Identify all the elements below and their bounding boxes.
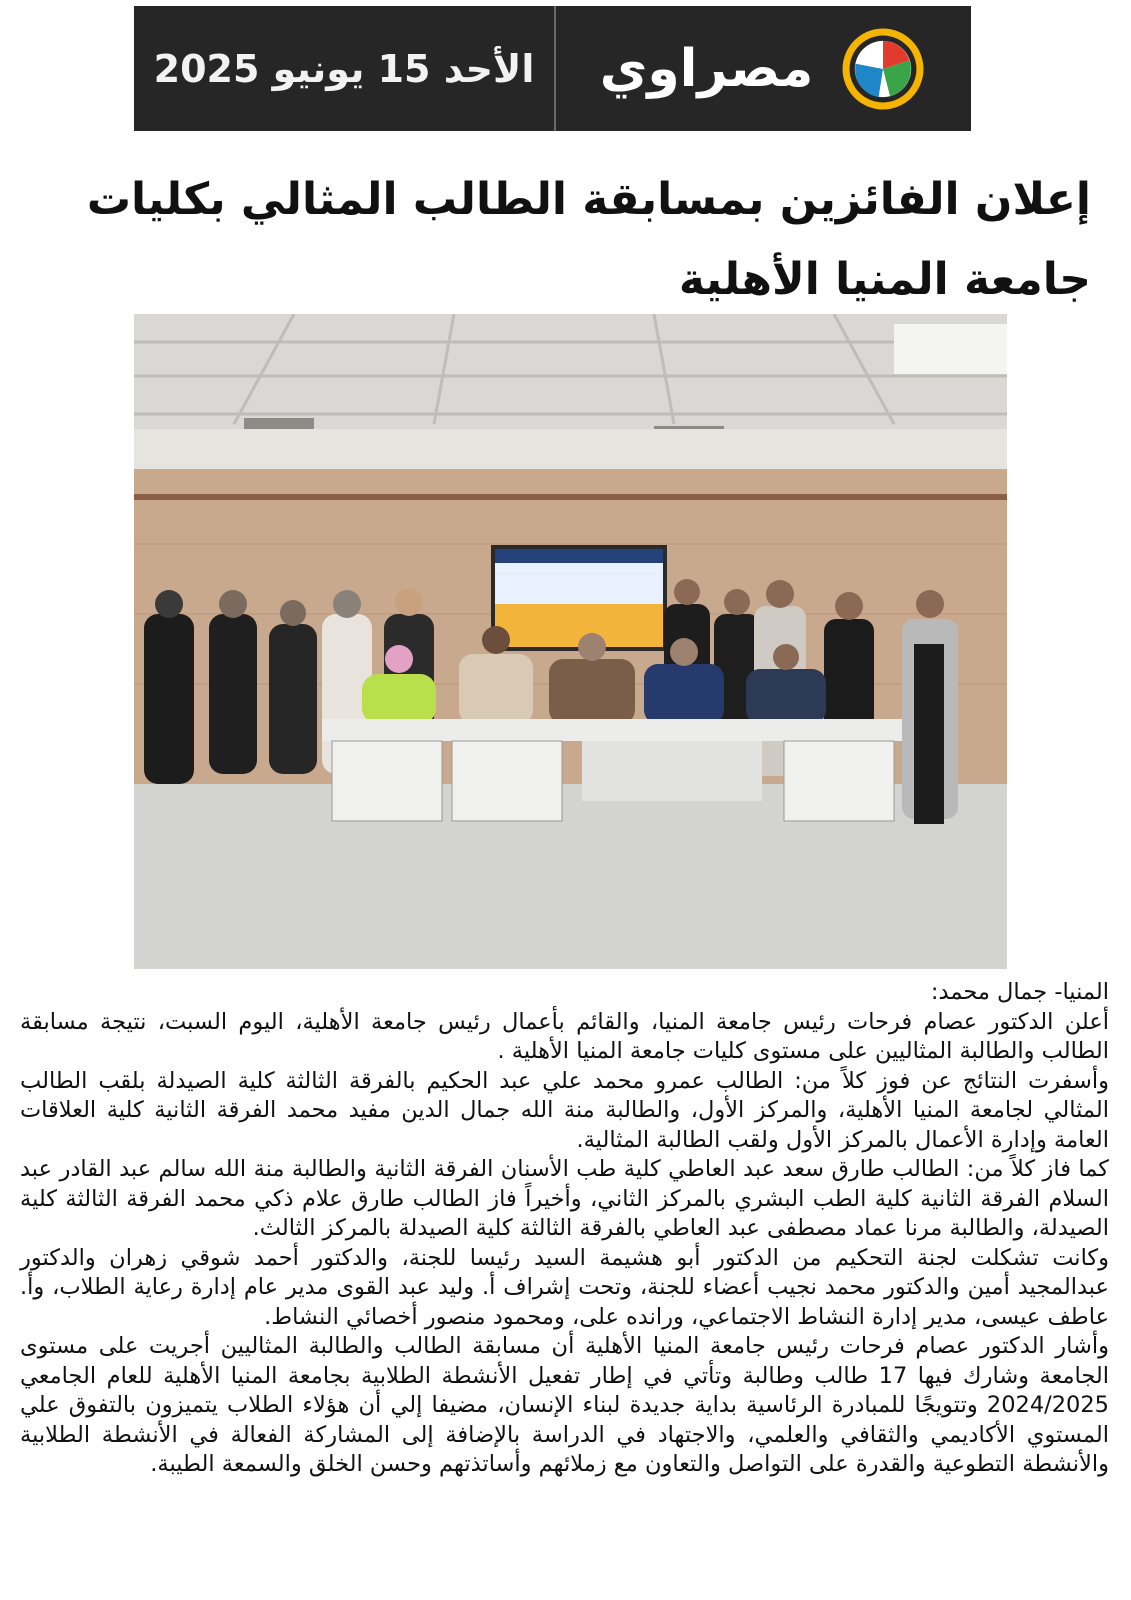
brand — [556, 6, 971, 131]
article-paragraph: وأشار الدكتور عصام فرحات رئيس جامعة المنيا الأهلية أن مسابقة الطالب والطالبة المثاليين أجريت على مستوى الجامعة وشارك فيها 17 طالب وطالبة وتأتي في إطار تفعيل الأنشطة الطلابية بجامعة المنيا الأهلية للعام الجامعي 2024/2025 وتتويجًا للمبادرة الرئاسية بداية جديدة لبناء الإنسان، مضيفا إلي أن هؤلاء الطلاب يتميزون بالتفوق علي المستوي الأكاديمي والثقافي والعلمي، والاجتهاد في الدراسة بالإضافة إلى المشاركة الفعالة في الأنشطة الطلابية والأنشطة التطوعية والقدرة على التواصل والتعاون مع زملائهم وأساتذتهم وحسن الخلق والسمعة الطيبة. — [20, 1333, 1109, 1477]
article-headline: إعلان الفائزين بمسابقة الطالب المثالي بكليات جامعة المنيا الأهلية — [86, 174, 1091, 305]
article-byline: المنيا- جمال محمد: — [930, 979, 1109, 1005]
brand-name: مصراوي — [599, 38, 814, 99]
masrawy-logo-icon — [839, 25, 927, 113]
article-paragraph: وكانت تشكلت لجنة التحكيم من الدكتور أبو هشيمة السيد رئيسا للجنة، والدكتور أحمد شوقي زهران والدكتور عبدالمجيد أمين والدكتور محمد نجيب أعضاء للجنة، وتحت إشراف أ. وليد عبد القوى مدير عام إدارة رعاية الطلاب، وأ. عاطف عيسى، مدير إدارة النشاط الاجتماعي، ورانده على، ومحمود منصور أخصائي النشاط. — [20, 1244, 1109, 1330]
publication-date: الأحد 15 يونيو 2025 — [153, 46, 535, 91]
article-paragraph: أعلن الدكتور عصام فرحات رئيس جامعة المنيا، والقائم بأعمال رئيس جامعة الأهلية، اليوم السبت، نتيجة مسابقة الطالب والطالبة المثاليين على مستوى كليات جامعة المنيا الأهلية . — [20, 1008, 1109, 1064]
group-photo-scene — [134, 314, 1007, 969]
article-paragraph: وأسفرت النتائج عن فوز كلاً من: الطالب عمرو محمد علي عبد الحكيم بالفرقة الثالثة كلية الصيدلة بلقب الطالب المثالي لجامعة المنيا الأهلية، والمركز الأول، والطالبة منة الله جمال الدين مفيد محمد الفرقة الثانية كلية العلاقات العامة وإدارة الأعمال بالمركز الأول ولقب الطالبة المثالية. — [20, 1067, 1109, 1153]
article-photo — [134, 314, 1007, 969]
article-body — [20, 978, 1109, 1480]
article-paragraph: كما فاز كلاً من: الطالب طارق سعد عبد العاطي كلية طب الأسنان الفرقة الثانية والطالبة منة الله سالم عبد القادر عبد السلام الفرقة الثانية كلية الطب البشري بالمركز الثاني، وأخيراً فاز الطالب طارق علام ذكي محمد الفرقة الثالثة كلية الصيدلة، والطالبة مرنا عماد مصطفى عبد العاطي بالفرقة الثالثة كلية الصيدلة بالمركز الثالث. — [20, 1156, 1109, 1241]
masthead-banner — [134, 6, 971, 131]
